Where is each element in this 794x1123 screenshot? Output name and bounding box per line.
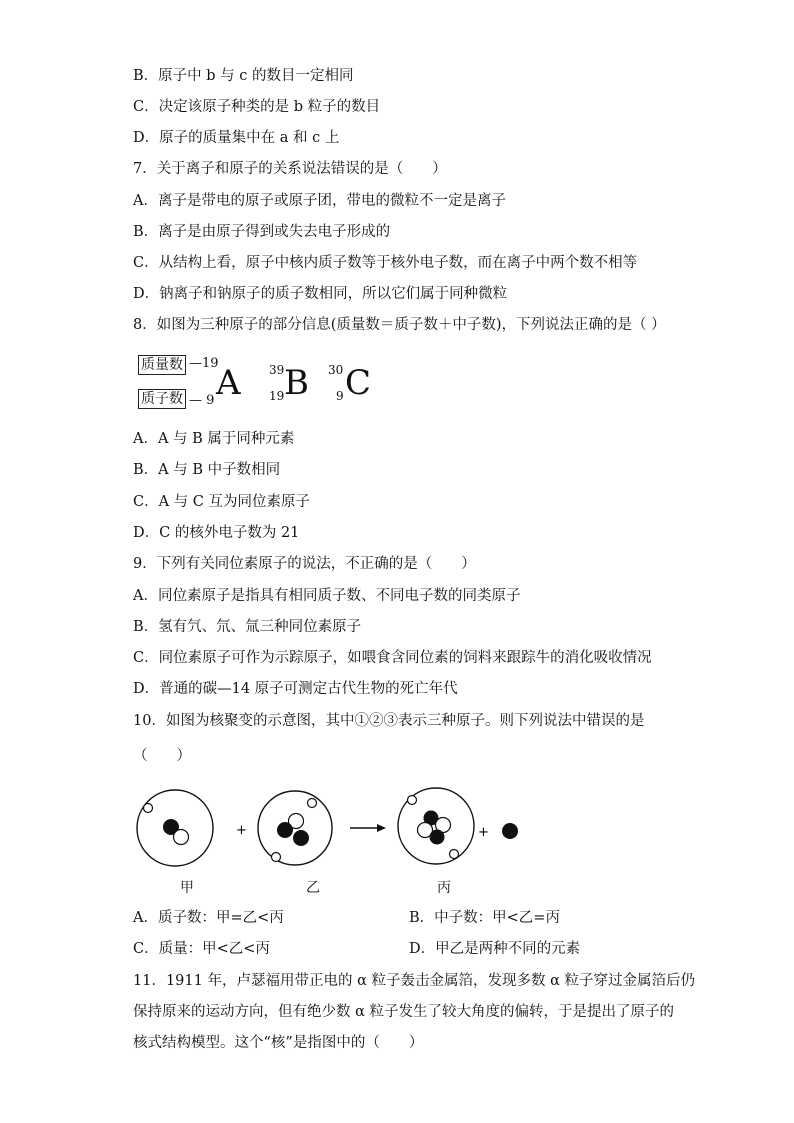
plus-sign-1: + <box>236 823 247 838</box>
atom-yi-electron-bottom <box>272 853 281 862</box>
q8-option-d: D．C 的核外电子数为 21 <box>133 525 300 541</box>
q10-stem: 10．如图为核聚变的示意图，其中①②③表示三种原子。则下列说法中错误的是 <box>133 713 645 729</box>
mass-number-label: 质量数 <box>138 355 186 375</box>
q9-option-a: A．同位素原子是指具有相同质子数、不同电子数的同类原子 <box>133 588 521 604</box>
q9-option-d: D．普通的碳—14 原子可测定古代生物的死亡年代 <box>133 681 458 697</box>
q8-option-c: C．A 与 C 互为同位素原子 <box>133 494 310 510</box>
q11-line-1: 11．1911 年，卢瑟福用带正电的 α 粒子轰击金属箔，发现多数 α 粒子穿过金属箔后仍 <box>133 973 695 989</box>
atom-b-proton: 19 <box>269 389 285 403</box>
atom-c-mass: 30 <box>328 363 344 377</box>
atom-jia-electron <box>144 804 153 813</box>
q9-option-c: C．同位素原子可作为示踪原子，如喂食含同位素的饲料来跟踪牛的消化吸收情况 <box>133 650 652 666</box>
q7-stem: 7．关于离子和原子的关系说法错误的是（ ） <box>133 161 447 177</box>
q10-option-b: B．中子数：甲<乙=丙 <box>409 910 560 926</box>
atom-jia-neutron <box>174 830 189 845</box>
atom-bing-proton-2 <box>430 830 445 845</box>
atom-a-proton: — 9 <box>189 393 215 408</box>
atom-a-mass: —19 <box>189 356 219 371</box>
q10-option-a: A．质子数：甲=乙<丙 <box>133 910 284 926</box>
atom-c-proton: 9 <box>336 389 344 403</box>
q11-line-3: 核式结构模型。这个“核”是指图中的（ ） <box>133 1035 424 1051</box>
plus-sign-2: + <box>478 825 489 840</box>
q9-option-b: B．氢有氕、氘、氚三种同位素原子 <box>133 619 362 635</box>
q7-option-d: D．钠离子和钠原子的质子数相同，所以它们属于同种微粒 <box>133 286 508 302</box>
q7-option-c: C．从结构上看，原子中核内质子数等于核外电子数，而在离子中两个数不相等 <box>133 255 638 271</box>
q10-option-c: C．质量：甲<乙<丙 <box>133 941 270 957</box>
label-bing: 丙 <box>437 880 451 896</box>
label-yi: 乙 <box>306 880 320 896</box>
q8-option-b: B．A 与 B 中子数相同 <box>133 462 281 478</box>
atom-b-mass: 39 <box>269 363 285 377</box>
fusion-diagram <box>130 780 530 880</box>
atom-bing-electron-top <box>408 796 417 805</box>
q11-line-2: 保持原来的运动方向，但有绝少数 α 粒子发生了较大角度的偏转，于是提出了原子的 <box>133 1004 675 1020</box>
q6-option-d: D．原子的质量集中在 a 和 c 上 <box>133 130 340 146</box>
q6-option-c: C．决定该原子种类的是 b 粒子的数目 <box>133 99 381 115</box>
q8-stem: 8．如图为三种原子的部分信息(质量数＝质子数＋中子数)，下列说法正确的是（ ） <box>133 317 666 333</box>
proton-number-label: 质子数 <box>138 389 186 409</box>
atom-yi-neutron-2 <box>293 830 309 846</box>
q7-option-b: B．离子是由原子得到或失去电子形成的 <box>133 224 391 240</box>
atom-c-symbol: C <box>345 363 372 403</box>
atom-a-symbol: A <box>216 363 241 403</box>
q8-option-a: A．A 与 B 属于同种元素 <box>133 431 295 447</box>
q6-option-b: B．原子中 b 与 c 的数目一定相同 <box>133 68 354 84</box>
q7-option-a: A．离子是带电的原子或原子团，带电的微粒不一定是离子 <box>133 193 506 209</box>
atom-yi-electron-top <box>308 799 317 808</box>
atom-bing-electron-bottom <box>450 850 459 859</box>
free-particle <box>502 823 518 839</box>
atom-b-symbol: B <box>284 363 309 403</box>
q9-stem: 9．下列有关同位素原子的说法，不正确的是（ ） <box>133 556 476 572</box>
reaction-arrow-head <box>377 824 386 832</box>
atom-yi-proton <box>277 822 293 838</box>
q10-answer-paren: （ ） <box>133 748 191 764</box>
label-jia: 甲 <box>180 880 194 896</box>
q10-option-d: D．甲乙是两种不同的元素 <box>409 941 581 957</box>
